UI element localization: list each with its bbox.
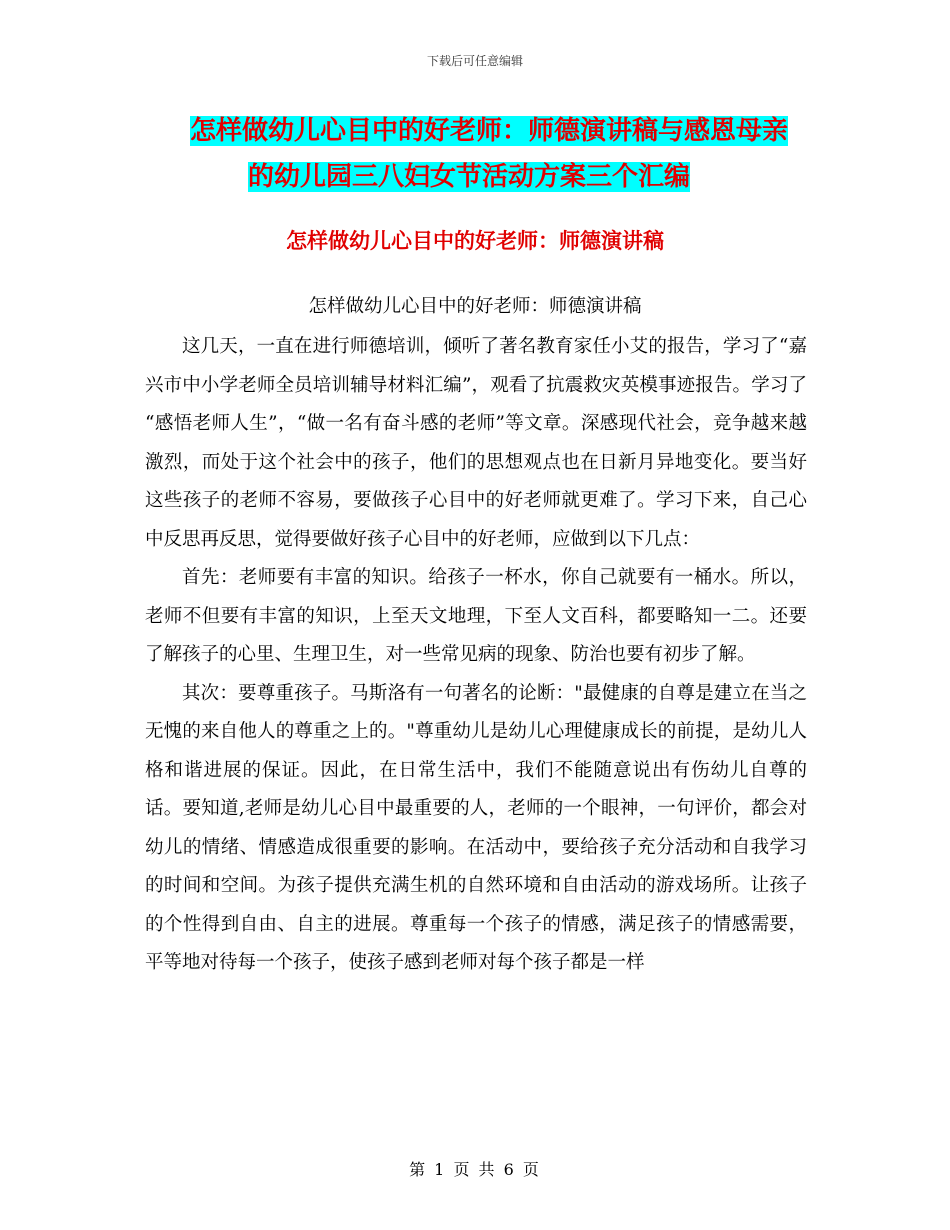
page-footer: 第 1 页 共 6 页: [409, 1160, 541, 1179]
body-text: [145, 328, 807, 983]
header-note: 下载后可任意编辑: [426, 54, 523, 68]
document-title-line-2: [150, 154, 810, 200]
paragraph-second-point: 其次：要尊重孩子。马斯洛有一句著名的论断："最健康的自尊是建立在当之无愧的来自他人的尊重之上的。"尊重幼儿是幼儿心理健康成长的前提，是幼儿人格和谐进展的保证。因此，在日常生活中，我们不能随意说出有伤幼儿自尊的话。要知道,老师是幼儿心目中最重要的人，老师的一个眼神，一句评价，都会对幼儿的情绪、情感造成很重要的影响。在活动中，要给孩子充分活动和自我学习的时间和空间。为孩子提供充满生机的自然环境和自由活动的游戏场所。让孩子的个性得到自由、自主的进展。尊重每一个孩子的情感，满足孩子的情感需要，平等地对待每一个孩子，使孩子感到老师对每个孩子都是一样: [145, 682, 807, 973]
document-title-line-1: [150, 108, 810, 154]
document-title: [150, 108, 810, 200]
paragraph-intro: 这几天，一直在进行师德培训，倾听了著名教育家任小艾的报告，学习了“嘉兴市中小学老师全员培训辅导材料汇编”，观看了抗震救灾英模事迹报告。学习了 “感悟老师人生”，“做一名有奋斗感的老师”等文章。深感现代社会，竞争越来越激烈，而处于这个社会中的孩子，他们的思想观点也在日新月异地变化。要当好这些孩子的老师不容易，要做孩子心目中的好老师就更难了。学习下来，自己心中反思再反思，觉得要做好孩子心目中的好老师，应做到以下几点：: [145, 336, 807, 550]
paragraph-first-point: 首先：老师要有丰富的知识。给孩子一杯水，你自己就要有一桶水。所以，老师不但要有丰富的知识，上至天文地理，下至人文百科，都要略知一二。还要了解孩子的心里、生理卫生，对一些常见病的现象、防治也要有初步了解。: [145, 567, 807, 665]
speech-subtitle: 怎样做幼儿心目中的好老师：师德演讲稿: [308, 296, 642, 317]
section-title: 怎样做幼儿心目中的好老师：师德演讲稿: [286, 229, 664, 253]
title-highlight-1: 怎样做幼儿心目中的好老师：师德演讲稿与感恩母亲: [190, 116, 789, 146]
title-highlight-2: 的幼儿园三八妇女节活动方案三个汇编: [248, 162, 691, 192]
